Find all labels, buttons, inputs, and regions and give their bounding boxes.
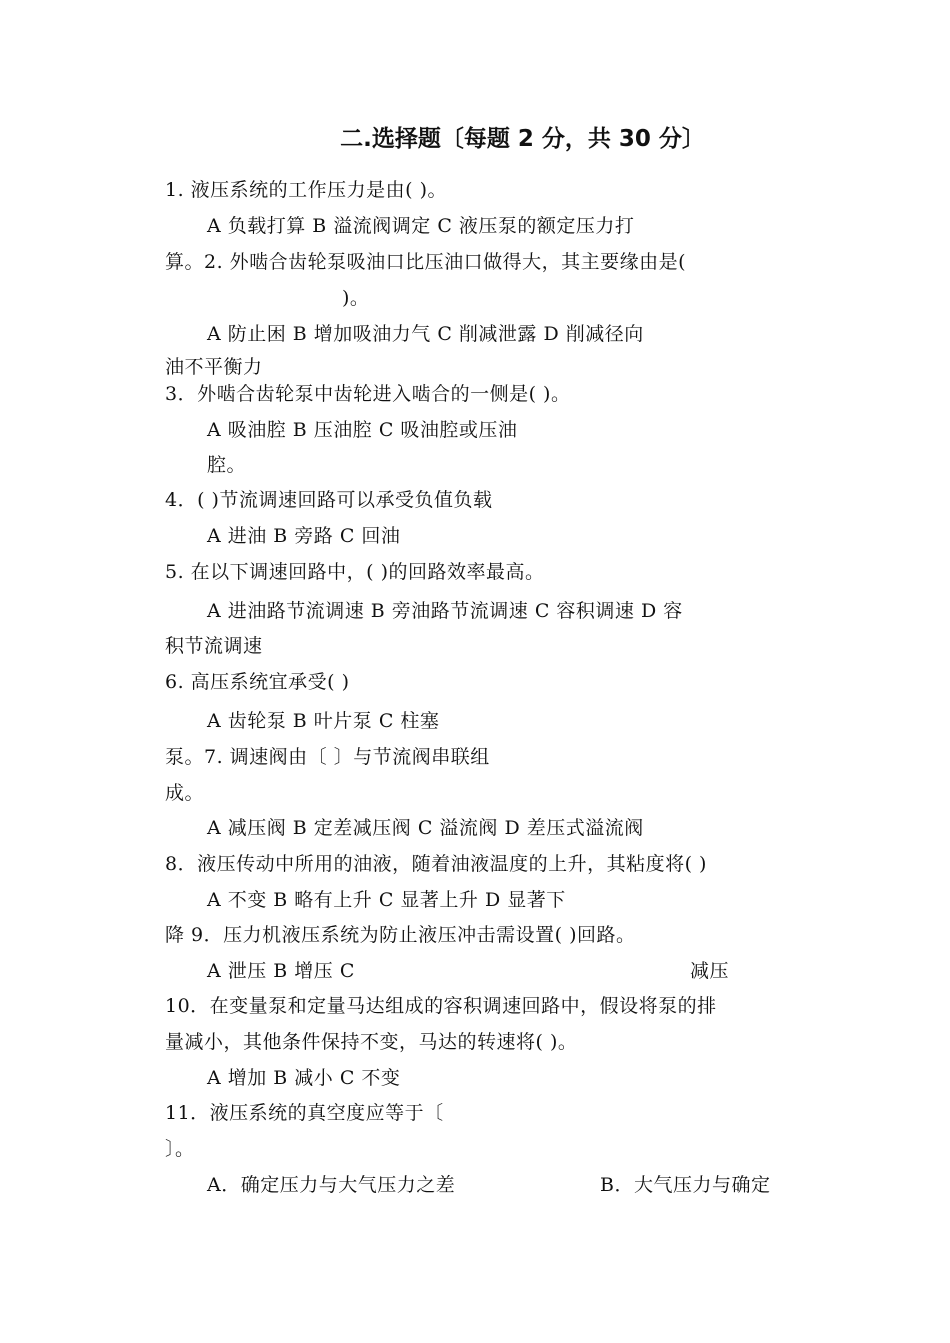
question-10-options: A 增加 B 减小 C 不变 <box>207 1067 401 1089</box>
question-6: 6. 高压系统宜承受( ) <box>165 671 350 693</box>
question-9-options: A 泄压 B 增压 C <box>207 960 355 982</box>
question-11-cont: 〕。 <box>165 1138 195 1160</box>
question-10-cont: 量减小，其他条件保持不变，马达的转速将( )。 <box>165 1031 578 1053</box>
question-9: 降 9．压力机液压系统为防止液压冲击需设置( )回路。 <box>165 924 636 946</box>
question-7-cont: 成。 <box>165 782 205 804</box>
question-2-options: A 防止困 B 增加吸油力气 C 削减泄露 D 削减径向 <box>207 323 644 345</box>
question-5-options: A 进油路节流调速 B 旁油路节流调速 C 容积调速 D 容 <box>207 600 683 622</box>
question-10: 10．在变量泵和定量马达组成的容积调速回路中，假设将泵的排 <box>165 995 717 1017</box>
question-11-option-a: A．确定压力与大气压力之差 <box>207 1174 456 1196</box>
question-9-option-c-text: 减压 <box>690 960 730 982</box>
question-6-options: A 齿轮泵 B 叶片泵 C 柱塞 <box>207 710 440 732</box>
question-7: 泵。7. 调速阀由〔 〕与节流阀串联组 <box>165 746 490 768</box>
question-2: 算。2. 外啮合齿轮泵吸油口比压油口做得大，其主要缘由是( <box>165 251 687 273</box>
question-1-options: A 负载打算 B 溢流阀调定 C 液压泵的额定压力打 <box>207 215 635 237</box>
question-5-options-cont: 积节流调速 <box>165 635 263 657</box>
question-2-options-cont: 油不平衡力 <box>165 356 263 378</box>
question-3: 3．外啮合齿轮泵中齿轮进入啮合的一侧是( )。 <box>165 383 571 405</box>
section-title: 二.选择题〔每题 2 分，共 30 分〕 <box>340 126 705 152</box>
question-3-options: A 吸油腔 B 压油腔 C 吸油腔或压油 <box>207 419 518 441</box>
question-11: 11．液压系统的真空度应等于〔 <box>165 1102 444 1124</box>
question-8: 8．液压传动中所用的油液，随着油液温度的上升，其粘度将( ) <box>165 853 707 875</box>
question-3-options-cont: 腔。 <box>207 454 247 476</box>
question-1: 1. 液压系统的工作压力是由( )。 <box>165 179 448 201</box>
question-5: 5. 在以下调速回路中，( )的回路效率最高。 <box>165 561 545 583</box>
question-2-cont: )。 <box>342 287 370 309</box>
question-8-options: A 不变 B 略有上升 C 显著上升 D 显著下 <box>207 889 566 911</box>
question-4: 4．( )节流调速回路可以承受负值负载 <box>165 489 493 511</box>
question-11-option-b: B．大气压力与确定 <box>600 1174 771 1196</box>
question-7-options: A 减压阀 B 定差减压阀 C 溢流阀 D 差压式溢流阀 <box>207 817 644 839</box>
question-4-options: A 进油 B 旁路 C 回油 <box>207 525 401 547</box>
